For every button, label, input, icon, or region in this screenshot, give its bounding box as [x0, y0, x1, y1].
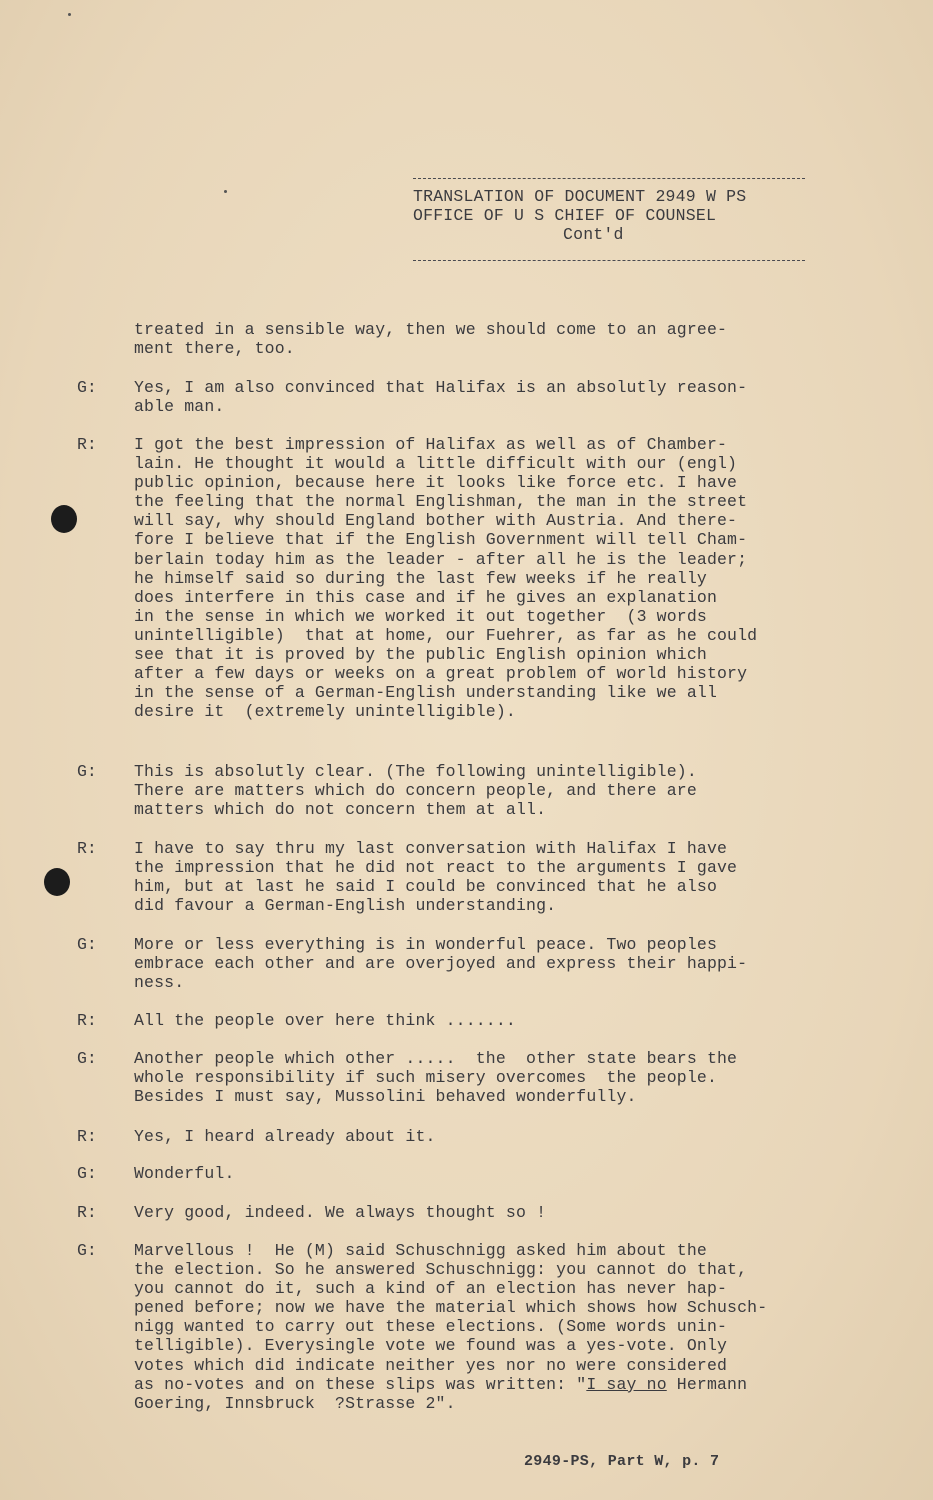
- paragraph-text: All the people over here think .......: [134, 1011, 516, 1030]
- document-header: [413, 178, 805, 261]
- paragraph-text: This is absolutly clear. (The following unintelligible). There are matters which do concern people, and there are matters which do not concern them at all.: [134, 762, 697, 820]
- speaker-label: G:: [77, 1164, 97, 1183]
- header-contd: Cont'd: [563, 225, 624, 244]
- paragraph-text: More or less everything is in wonderful peace. Two peoples embrace each other and are overjoyed and express their happi- ness.: [134, 935, 748, 993]
- punch-hole: [44, 868, 70, 896]
- speaker-label: G:: [77, 1241, 97, 1260]
- speaker-label: G:: [77, 378, 97, 397]
- paragraph-text: Marvellous ! He (M) said Schuschnigg asked him about the the election. So he answered Schuschnigg: you cannot do that, you cannot do it, such a kind of an election has never hap- pened before; now we have the material which shows how Schusch- nigg wanted to carry out these elections. (Some words unin- telligible). Everysingle vote we found was a yes-vote. Only votes which did indicate neither yes nor no were considered as no-votes and on these slips was written: "I say no Hermann Goering, Innsbruck ?Strasse 2".: [134, 1241, 768, 1413]
- paragraph-text: Yes, I heard already about it.: [134, 1127, 436, 1146]
- page-footer: 2949-PS, Part W, p. 7: [524, 1453, 720, 1470]
- paragraph-text: I have to say thru my last conversation with Halifax I have the impression that he did not react to the arguments I gave him, but at last he said I could be convinced that he also did favour a German-English understanding.: [134, 839, 738, 916]
- paragraph-text: Yes, I am also convinced that Halifax is an absolutly reason- able man.: [134, 378, 748, 417]
- speaker-label: G:: [77, 1049, 97, 1068]
- header-title: TRANSLATION OF DOCUMENT 2949 W PS: [413, 187, 747, 206]
- paper-speck: [68, 13, 71, 16]
- header-office: OFFICE OF U S CHIEF OF COUNSEL: [413, 206, 717, 225]
- speaker-label: R:: [77, 1203, 97, 1222]
- paragraph-text: Wonderful.: [134, 1164, 235, 1183]
- punch-hole: [51, 505, 77, 533]
- speaker-label: R:: [77, 1127, 97, 1146]
- header-rule-bottom: [413, 260, 805, 261]
- paper-speck: [224, 190, 227, 193]
- speaker-label: G:: [77, 935, 97, 954]
- paragraph-text: Another people which other ..... the other state bears the whole responsibility if such misery overcomes the people. Besides I must say, Mussolini behaved wonderfully.: [134, 1049, 738, 1107]
- paragraph-text: I got the best impression of Halifax as well as of Chamber- lain. He thought it would a little difficult with our (engl) public opinion, because here it looks like force etc. I have the feeling that the normal Englishman, the man in the street will say, why should England bother with Austria. And there- fore I believe that if the English Government will tell Cham- berlain today him as the leader - after all he is the leader; he himself said so during the last few weeks if he really does interfere in this case and if he gives an explanation in the sense in which we worked it out together (3 words unintelligible) that at home, our Fuehrer, as far as he could see that it is proved by the public English opinion which after a few days or weeks on a great problem of world history in the sense of a German-English understanding like we all desire it (extremely unintelligible).: [134, 435, 758, 722]
- speaker-label: R:: [77, 839, 97, 858]
- speaker-label: G:: [77, 762, 97, 781]
- speaker-label: R:: [77, 435, 97, 454]
- paragraph-text: Very good, indeed. We always thought so !: [134, 1203, 547, 1222]
- speaker-label: R:: [77, 1011, 97, 1030]
- underlined-text: I say no: [586, 1374, 667, 1394]
- paragraph-text: treated in a sensible way, then we should come to an agree- ment there, too.: [134, 320, 728, 359]
- header-rule-top: [413, 178, 805, 179]
